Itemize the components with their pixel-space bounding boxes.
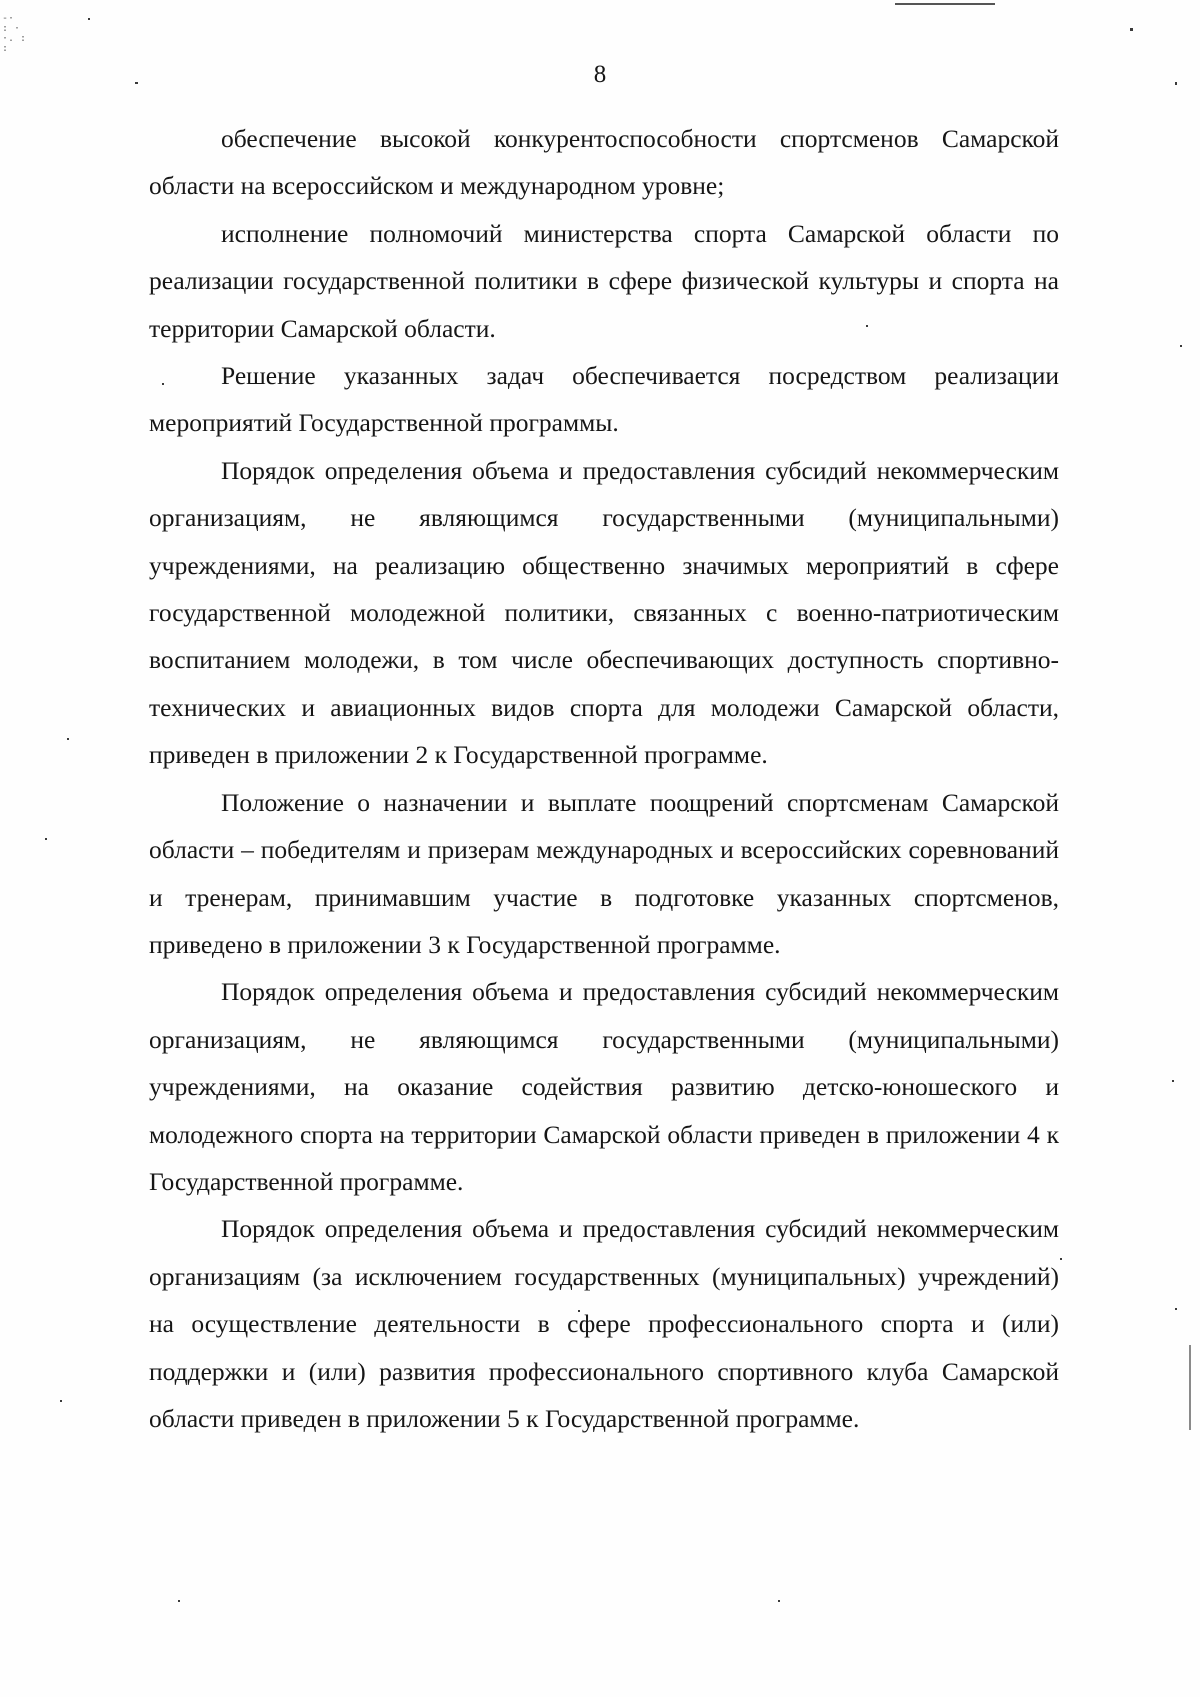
scan-edge-artifact: -· : · ·. : : xyxy=(2,13,27,54)
paragraph: Решение указанных задач обеспечивается посредством реализации мероприятий Государственной программы. xyxy=(149,361,1059,438)
scan-dot xyxy=(1060,1258,1062,1260)
scan-dot xyxy=(60,1400,62,1402)
scan-dot xyxy=(67,738,69,740)
document-body xyxy=(149,115,1059,1442)
paragraph: Положение о назначении и выплате поощрений спортсменам Самарской области – победителям и призерам международных и всероссийских соревнований и тренерам, принимавшим участие в подготовке указанных спортсменов, приведено в приложении 3 к Государственной программе. xyxy=(149,787,1059,959)
paragraph: Порядок определения объема и предоставления субсидий некоммерческим организациям, не являющимся государственными (муниципальными) учреждениями, на оказание содействия развитию детско-юношеского и молодежного спорта на территории Самарской области приведен в приложении 4 к Государственной программе. xyxy=(149,977,1059,1196)
scan-dot xyxy=(1130,28,1133,31)
scan-dot xyxy=(88,18,90,20)
page-number: 8 xyxy=(593,61,607,88)
paragraph: обеспечение высокой конкурентоспособности спортсменов Самарской области на всероссийском и международном уровне; xyxy=(149,124,1059,201)
scan-dot xyxy=(778,1600,780,1602)
scan-top-rule xyxy=(895,3,995,5)
scan-dot xyxy=(1180,345,1182,347)
paragraph: Порядок определения объема и предоставления субсидий некоммерческим организациям (за исключением государственных (муниципальных) учреждений) на осуществление деятельности в сфере профессионального спорта и (или) поддержки и (или) развития профессионального спортивного клуба Самарской области приведен в приложении 5 к Государственной программе. xyxy=(149,1214,1059,1433)
scan-dot xyxy=(1175,1308,1177,1310)
scan-dot xyxy=(1172,1080,1174,1082)
scan-dot xyxy=(45,838,47,840)
paragraph: исполнение полномочий министерства спорта Самарской области по реализации государственной политики в сфере физической культуры и спорта на территории Самарской области. xyxy=(149,218,1059,343)
paragraph: Порядок определения объема и предоставления субсидий некоммерческим организациям, не являющимся государственными (муниципальными) учреждениями, на реализацию общественно значимых мероприятий в сфере государственной молодежной политики, связанных с военно-патриотическим воспитанием молодежи, в том числе обеспечивающих доступность спортивно-технических и авиационных видов спорта для молодежи Самарской области, приведен в приложении 2 к Государственной программе. xyxy=(149,455,1059,770)
scan-right-edge-artifact xyxy=(1189,1345,1191,1430)
scan-dot xyxy=(178,1600,180,1602)
